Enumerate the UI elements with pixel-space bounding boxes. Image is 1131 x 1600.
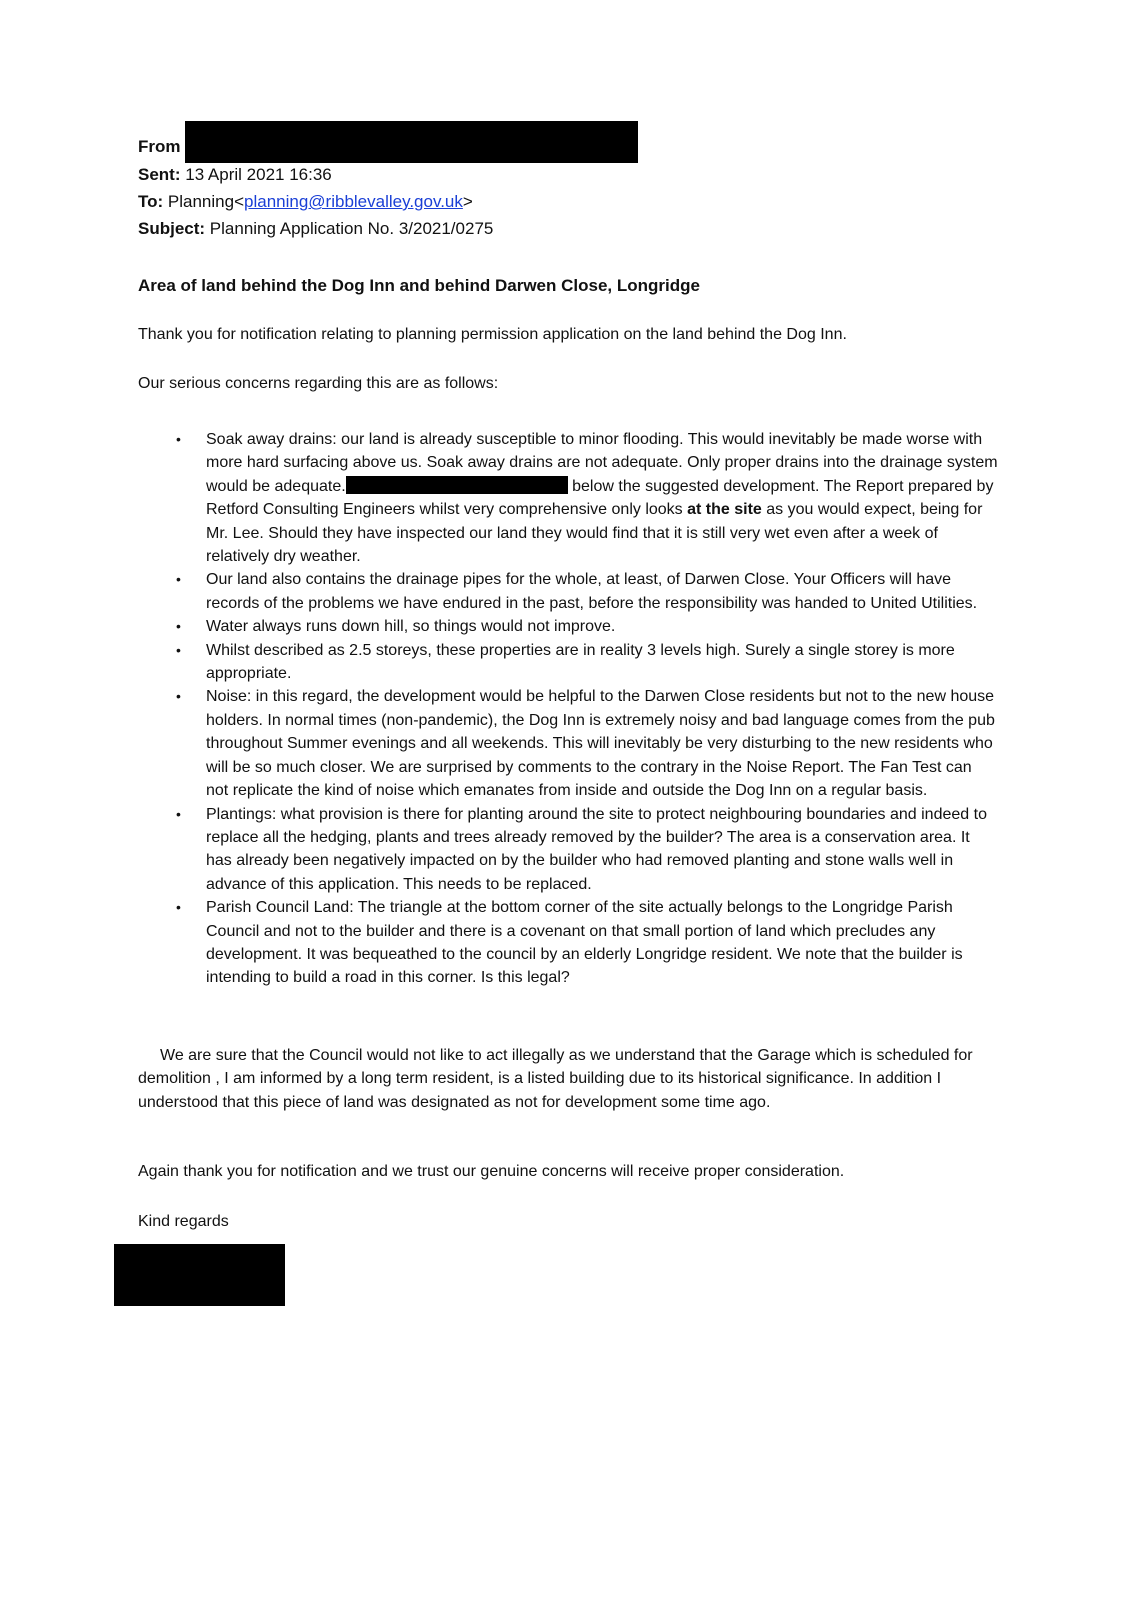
from-line	[138, 135, 181, 159]
redacted-text	[346, 476, 568, 494]
letter-title: Area of land behind the Dog Inn and behind Darwen Close, Longridge	[138, 276, 700, 295]
sent-line	[138, 163, 332, 187]
to-line	[138, 190, 473, 214]
to-name: Planning	[167, 192, 235, 211]
garage-paragraph: We are sure that the Council would not like to act illegally as we understand that the Garage which is scheduled for demolition , I am informed by a long term resident, is a listed building due to its historical significance. In addition I understood that this piece of land was designated as not for development some time ago.	[138, 1047, 973, 1111]
bullet-text-drains-1: Soak away drains: our land is already susceptible to minor flooding. This would inevitably be made worse with more hard surfacing above us. Soak away drains are not adequate. Only proper drains into the drainage system would be adequate.	[206, 431, 998, 495]
bullet-text-drains-2: below the suggested development. The Report prepared by Retford Consulting Engineers whilst very comprehensive only looks	[206, 477, 994, 519]
to-open-bracket: <	[234, 192, 245, 211]
bullet-text-drains-bold: at the site	[687, 501, 762, 519]
subject-line	[138, 217, 493, 241]
bullet-icon: •	[176, 571, 181, 588]
sent-label: Sent:	[138, 165, 181, 184]
to-email-link[interactable]: planning@ribblevalley.gov.uk	[244, 192, 463, 211]
list-item	[138, 639, 998, 686]
to-label: To:	[138, 192, 164, 211]
list-item	[138, 685, 998, 802]
closing-paragraph: Again thank you for notification and we trust our genuine concerns will receive proper consideration.	[138, 1163, 845, 1180]
concerns-intro: Our serious concerns regarding this are as follows:	[138, 375, 499, 392]
bullet-text-parish-land: Parish Council Land: The triangle at the bottom corner of the site actually belongs to the Longridge Parish Council and not to the builder and there is a covenant on that small portion of land which precludes any development. It was bequeathed to the council by an elderly Longridge resident. We note that the builder is intending to build a road in this corner. Is this legal?	[206, 899, 963, 987]
bullet-icon: •	[176, 618, 181, 635]
bullet-text-water: Water always runs down hill, so things would not improve.	[206, 618, 616, 636]
bullet-text-drainage-pipes: Our land also contains the drainage pipes for the whole, at least, of Darwen Close. Your Officers will have records of the problems we have endured in the past, before the responsibility was handed to United Utilities.	[206, 571, 978, 612]
concerns-list	[138, 428, 998, 990]
list-item	[138, 428, 998, 568]
from-label: From	[138, 137, 181, 156]
intro-paragraph: Thank you for notification relating to planning permission application on the land behind the Dog Inn.	[138, 326, 847, 343]
bullet-icon: •	[176, 641, 181, 658]
to-close-bracket: >	[462, 192, 473, 211]
bullet-icon: •	[176, 431, 181, 447]
bullet-icon: •	[176, 805, 181, 822]
bullet-icon: •	[176, 899, 181, 916]
redacted-sender	[185, 121, 638, 163]
redacted-signature	[114, 1244, 285, 1306]
subject-label: Subject:	[138, 219, 206, 238]
bullet-text-drains-3: as you would expect, being for Mr. Lee. Should they have inspected our land they would find that it is still very wet even after a week of relatively dry weather.	[206, 501, 983, 566]
list-item	[138, 615, 998, 638]
list-item	[138, 803, 998, 897]
list-item	[138, 568, 998, 615]
signoff: Kind regards	[138, 1213, 229, 1230]
bullet-text-plantings: Plantings: what provision is there for planting around the site to protect neighbouring boundaries and indeed to replace all the hedging, plants and trees already removed by the builder? The area is a conservation area. It has already been negatively impacted on by the builder who had removed planting and stone walls well in advance of this application. This needs to be replaced.	[206, 805, 987, 893]
list-item	[138, 896, 998, 990]
sent-value: 13 April 2021 16:36	[185, 165, 332, 184]
bullet-icon: •	[176, 688, 181, 705]
subject-value: Planning Application No. 3/2021/0275	[209, 219, 494, 238]
bullet-text-noise: Noise: in this regard, the development would be helpful to the Darwen Close residents but not to the new house holders. In normal times (non-pandemic), the Dog Inn is extremely noisy and bad language comes from the pub throughout Summer evenings and all weekends. This will inevitably be very disturbing to the new residents who will be so much closer. We are surprised by comments to the contrary in the Noise Report. The Fan Test can not replicate the kind of noise which emanates from inside and outside the Dog Inn on a regular basis.	[206, 688, 995, 800]
bullet-text-storeys: Whilst described as 2.5 storeys, these properties are in reality 3 levels high. Surely a single storey is more appropriate.	[206, 641, 955, 683]
